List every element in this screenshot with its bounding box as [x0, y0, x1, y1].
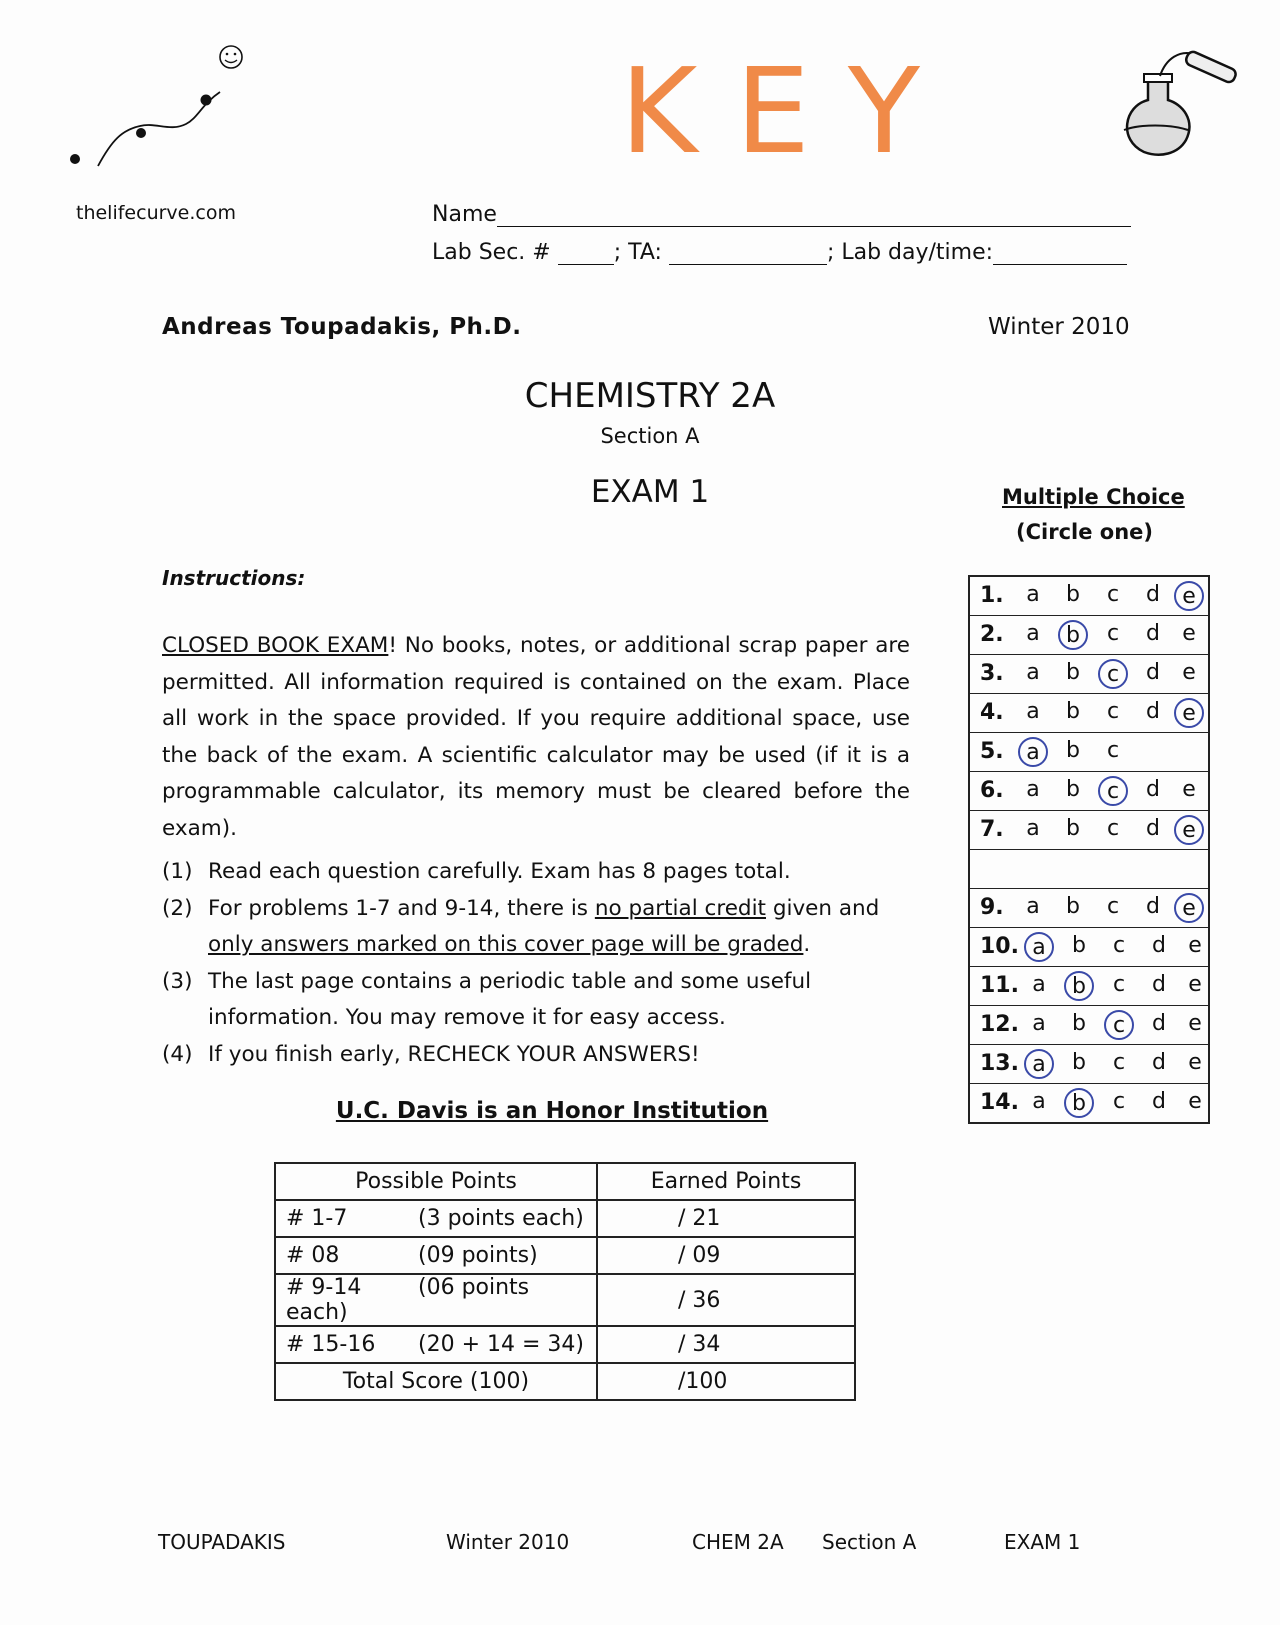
answer-row: [970, 889, 1208, 928]
answer-option[interactable]: e: [1182, 777, 1196, 802]
answer-option[interactable]: c: [1106, 621, 1120, 646]
circled-answer[interactable]: a: [1024, 932, 1054, 962]
lab-sec-label: Lab Sec. #: [432, 240, 551, 265]
answer-option[interactable]: b: [1066, 699, 1080, 724]
question-number: 14.: [980, 1090, 1019, 1115]
answer-option[interactable]: b: [1066, 777, 1080, 802]
answer-option[interactable]: d: [1152, 1089, 1166, 1114]
question-number: 11.: [980, 973, 1019, 998]
table-row: # 1-7 (3 points each) / 21: [275, 1200, 855, 1237]
question-number: 13.: [980, 1051, 1019, 1076]
question-number: 9.: [980, 895, 1004, 920]
answer-option[interactable]: a: [1026, 660, 1040, 685]
list-item: (1) Read each question carefully. Exam has 8 pages total.: [162, 859, 791, 884]
list-item: (2) For problems 1-7 and 9-14, there is no partial credit given and: [162, 895, 880, 921]
answer-row: [970, 772, 1208, 811]
answer-option[interactable]: c: [1106, 738, 1120, 763]
circled-answer[interactable]: b: [1064, 971, 1094, 1001]
question-number: 4.: [980, 700, 1004, 725]
instructions-heading: Instructions:: [162, 566, 306, 590]
points-table: [274, 1162, 856, 1401]
answer-option[interactable]: c: [1112, 1089, 1126, 1114]
author-name: Andreas Toupadakis, Ph.D.: [162, 314, 522, 340]
footer-exam: EXAM 1: [1004, 1530, 1081, 1554]
answer-grid: [968, 575, 1210, 1124]
question-number: 2.: [980, 622, 1004, 647]
lifecurve-logo: [60, 40, 260, 180]
circled-answer[interactable]: a: [1018, 737, 1048, 767]
name-label: Name: [432, 202, 497, 227]
answer-option[interactable]: b: [1066, 738, 1080, 763]
instructions-list: [162, 854, 922, 1074]
list-item-continued: only answers marked on this cover page will be graded.: [208, 932, 811, 958]
answer-row: [970, 733, 1208, 772]
answer-option[interactable]: d: [1146, 816, 1160, 841]
answer-option[interactable]: b: [1066, 582, 1080, 607]
circled-answer[interactable]: c: [1098, 776, 1128, 806]
ta-line[interactable]: [669, 242, 827, 265]
question-number: 7.: [980, 817, 1004, 842]
mc-title: Multiple Choice: [1002, 485, 1185, 509]
answer-option[interactable]: a: [1026, 894, 1040, 919]
lab-sec-line[interactable]: [558, 242, 614, 265]
logo-url: thelifecurve.com: [76, 202, 236, 224]
term: Winter 2010: [988, 314, 1130, 340]
table-header-row: [275, 1163, 855, 1200]
closed-book-label: CLOSED BOOK EXAM: [162, 633, 389, 658]
circled-answer[interactable]: e: [1174, 698, 1204, 728]
answer-option[interactable]: b: [1066, 660, 1080, 685]
header-earned: Earned Points: [597, 1163, 855, 1200]
question-number: 5.: [980, 739, 1004, 764]
circled-answer[interactable]: a: [1024, 1049, 1054, 1079]
table-row: # 9-14 (06 points each) / 36: [275, 1274, 855, 1326]
question-number: 12.: [980, 1012, 1019, 1037]
instructions-text: ! No books, notes, or additional scrap paper are permitted. All information required is contained on the exam. Place all work in the space provided. If you require additional space, use the back of the exam. A scientific calculator may be used (if it is a programmable calculator, its memory must be cleared before the exam).: [162, 633, 910, 841]
question-number: 6.: [980, 778, 1004, 803]
answer-option[interactable]: e: [1188, 1089, 1202, 1114]
answer-option[interactable]: b: [1066, 816, 1080, 841]
circled-answer[interactable]: b: [1064, 1088, 1094, 1118]
answer-option[interactable]: a: [1026, 621, 1040, 646]
answer-row: [970, 967, 1208, 1006]
answer-option[interactable]: a: [1026, 582, 1040, 607]
answer-option[interactable]: d: [1146, 660, 1160, 685]
answer-option[interactable]: a: [1032, 1011, 1046, 1036]
table-row: # 15-16 (20 + 14 = 34) / 34: [275, 1326, 855, 1363]
answer-option[interactable]: d: [1146, 621, 1160, 646]
question-number: 10.: [980, 934, 1019, 959]
answer-row: [970, 655, 1208, 694]
total-row: Total Score (100) /100: [275, 1363, 855, 1400]
answer-option[interactable]: b: [1072, 1011, 1086, 1036]
answer-option[interactable]: a: [1032, 1089, 1046, 1114]
answer-option[interactable]: e: [1188, 972, 1202, 997]
answer-row: [970, 577, 1208, 616]
question-number: 3.: [980, 661, 1004, 686]
answer-option[interactable]: a: [1032, 972, 1046, 997]
circled-answer[interactable]: c: [1104, 1010, 1134, 1040]
answer-option[interactable]: d: [1146, 894, 1160, 919]
answer-option[interactable]: d: [1146, 777, 1160, 802]
answer-option[interactable]: e: [1182, 660, 1196, 685]
mc-subtitle: (Circle one): [1016, 520, 1153, 544]
answer-option[interactable]: b: [1072, 933, 1086, 958]
footer-section: Section A: [822, 1530, 917, 1554]
footer-term: Winter 2010: [446, 1530, 570, 1554]
circled-answer[interactable]: e: [1174, 581, 1204, 611]
answer-option[interactable]: e: [1188, 1050, 1202, 1075]
answer-option[interactable]: e: [1188, 933, 1202, 958]
answer-option[interactable]: d: [1152, 933, 1166, 958]
lab-day-label: ; Lab day/time:: [826, 240, 994, 265]
answer-option[interactable]: d: [1152, 972, 1166, 997]
answer-option[interactable]: e: [1188, 1011, 1202, 1036]
ta-label: ; TA:: [613, 240, 662, 265]
answer-row: [970, 1006, 1208, 1045]
question-number: 1.: [980, 583, 1004, 608]
answer-option[interactable]: b: [1072, 1050, 1086, 1075]
circled-answer[interactable]: e: [1174, 815, 1204, 845]
list-item: (3) The last page contains a periodic table and some useful: [162, 968, 812, 994]
answer-option[interactable]: c: [1106, 816, 1120, 841]
answer-option[interactable]: e: [1182, 621, 1196, 646]
instructions-paragraph: [162, 628, 910, 848]
answer-option[interactable]: a: [1026, 777, 1040, 802]
answer-option[interactable]: c: [1106, 894, 1120, 919]
flask-icon: [1110, 40, 1250, 160]
course-title: CHEMISTRY 2A: [524, 376, 776, 416]
answer-option[interactable]: c: [1106, 582, 1120, 607]
exam-title: EXAM 1: [590, 474, 710, 510]
answer-row: [970, 928, 1208, 967]
circled-answer[interactable]: e: [1174, 893, 1204, 923]
name-line: [497, 204, 1131, 227]
name-field[interactable]: [432, 202, 1131, 227]
header-possible: Possible Points: [275, 1163, 597, 1200]
list-item-continued: information. You may remove it for easy access.: [208, 1005, 726, 1031]
footer-name: TOUPADAKIS: [158, 1530, 286, 1554]
lab-fields: [432, 240, 1127, 265]
section-label: Section A: [600, 424, 700, 448]
answer-option[interactable]: c: [1112, 1050, 1126, 1075]
answer-row: [970, 694, 1208, 733]
answer-option[interactable]: d: [1152, 1011, 1166, 1036]
answer-option[interactable]: a: [1026, 699, 1040, 724]
circled-answer[interactable]: b: [1058, 620, 1088, 650]
table-row: # 08 (09 points) / 09: [275, 1237, 855, 1274]
answer-row: [970, 616, 1208, 655]
honor-statement: U.C. Davis is an Honor Institution: [335, 1098, 769, 1124]
answer-row: [970, 811, 1208, 850]
answer-row: [970, 1045, 1208, 1084]
circled-answer[interactable]: c: [1098, 659, 1128, 689]
answer-option[interactable]: d: [1146, 582, 1160, 607]
answer-option[interactable]: c: [1112, 933, 1126, 958]
lab-day-line[interactable]: [993, 242, 1127, 265]
key-stamp: KEY: [620, 42, 959, 180]
answer-option[interactable]: c: [1112, 972, 1126, 997]
list-item: (4) If you finish early, RECHECK YOUR ANSWERS!: [162, 1041, 700, 1067]
answer-option[interactable]: d: [1146, 699, 1160, 724]
answer-option[interactable]: b: [1066, 894, 1080, 919]
answer-option[interactable]: a: [1026, 816, 1040, 841]
answer-row: [970, 850, 1208, 889]
answer-option[interactable]: d: [1152, 1050, 1166, 1075]
answer-option[interactable]: c: [1106, 699, 1120, 724]
footer-course: CHEM 2A: [692, 1530, 784, 1554]
